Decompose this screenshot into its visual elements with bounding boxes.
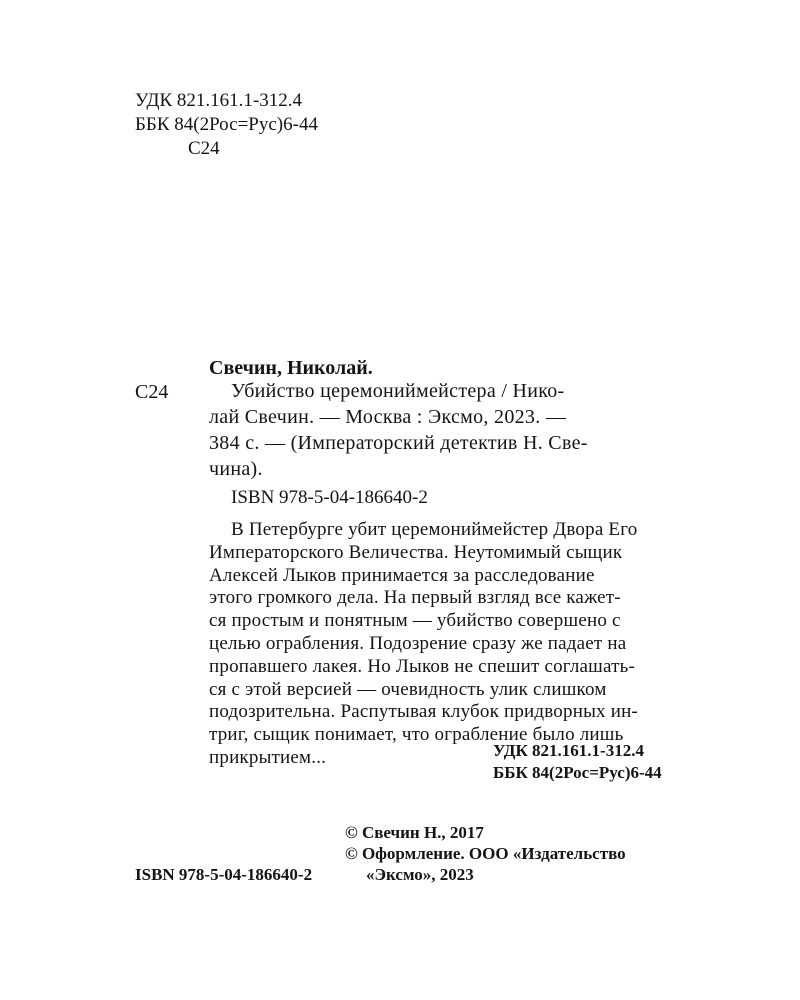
annotation-line: целью ограбления. Подозрение сразу же падает на <box>209 632 627 654</box>
copyright-design: © Оформление. ООО «Издательство <box>345 844 626 863</box>
copyright-design-cont: «Эксмо», 2023 <box>366 865 474 884</box>
isbn-entry: ISBN 978-5-04-186640-2 <box>231 487 428 508</box>
annotation-line: этого громкого дела. На первый взгляд все кажет- <box>209 587 621 609</box>
author-mark-entry: С24 <box>135 381 169 403</box>
author-heading: Свечин, Николай. <box>209 357 373 379</box>
bib-line: чина). <box>209 458 263 480</box>
annotation-line: прикрытием... <box>209 746 327 768</box>
bibliographic-description <box>209 378 588 482</box>
annotation-line: Алексей Лыков принимается за расследование <box>209 564 595 586</box>
bbk-code-annotation: ББК 84(2Рос=Рус)6-44 <box>493 763 662 782</box>
annotation <box>209 519 638 770</box>
annotation-line: подозрительна. Распутывая клубок придворных ин- <box>209 701 638 723</box>
bbk-code-top: ББК 84(2Рос=Рус)6-44 <box>135 114 318 135</box>
annotation-line: Императорского Величества. Неутомимый сыщик <box>209 541 623 563</box>
udk-code-top: УДК 821.161.1-312.4 <box>135 90 302 111</box>
copyright-author: © Свечин Н., 2017 <box>345 823 484 842</box>
udk-code-annotation: УДК 821.161.1-312.4 <box>493 741 644 760</box>
bib-line: 384 с. — (Императорский детектив Н. Све- <box>209 432 588 454</box>
annotation-line: триг, сыщик понимает, что ограбление было лишь <box>209 724 624 746</box>
author-mark-top: С24 <box>188 138 220 159</box>
bib-line: лай Свечин. — Москва : Эксмо, 2023. — <box>209 406 567 428</box>
annotation-line: В Петербурге убит церемониймейстер Двора Его <box>231 519 638 540</box>
isbn-footer: ISBN 978-5-04-186640-2 <box>135 865 313 884</box>
annotation-line: ся с этой версией — очевидность улик слишком <box>209 678 607 700</box>
bib-line: Убийство церемониймейстера / Нико- <box>231 380 565 402</box>
annotation-line: ся простым и понятным — убийство совершено с <box>209 610 621 632</box>
annotation-line: пропавшего лакея. Но Лыков не спешит соглашать- <box>209 655 636 677</box>
